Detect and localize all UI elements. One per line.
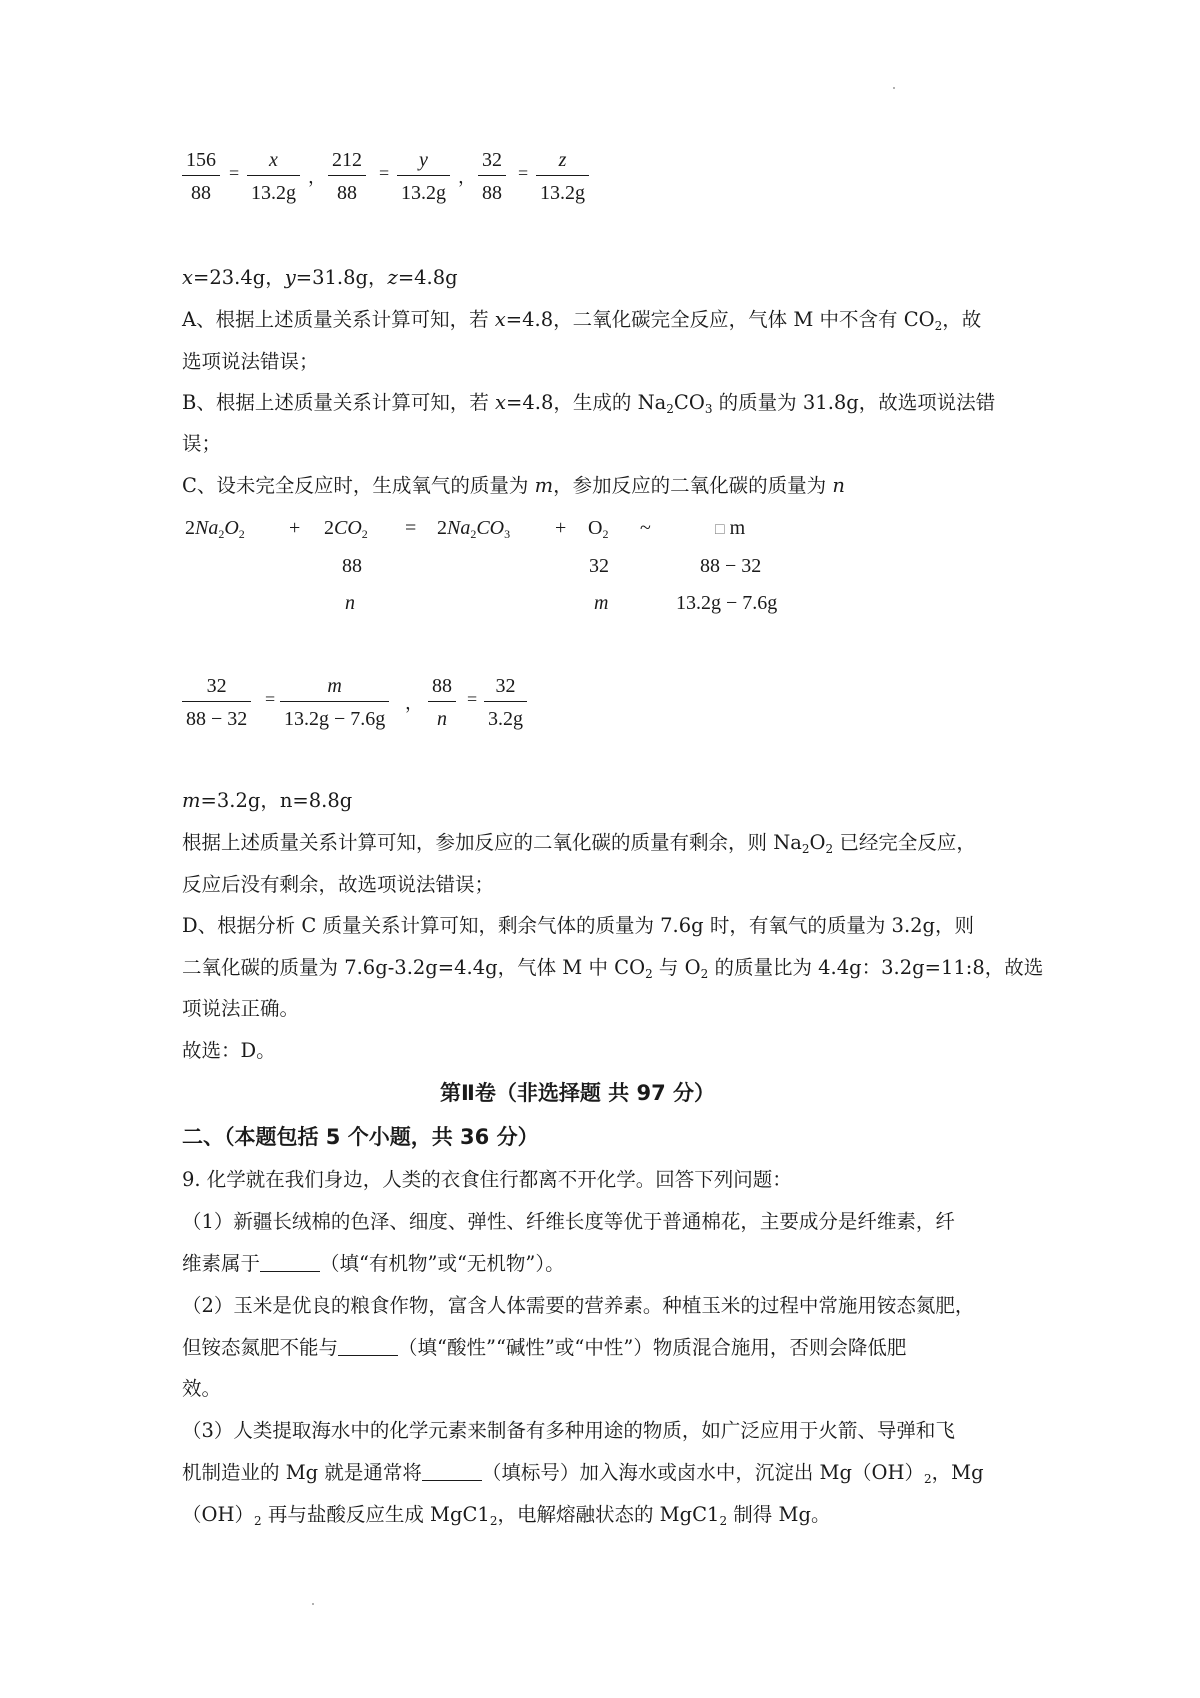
- answer-line: 故选：D。: [182, 1039, 276, 1062]
- question-9-part-1-line-2: 维素属于 （填“有机物”或“无机物”）。: [182, 1252, 565, 1275]
- question-9-part-3-line-3: $(OH)_2$ 再与盐酸反应生成 $MgC1_2$，电解熔融状态的 $MgC1_2$ 制得 Mg。: [182, 1503, 831, 1528]
- answer-blank[interactable]: [338, 1337, 398, 1356]
- answer-blank[interactable]: [260, 1253, 320, 1272]
- part-title: 二、（本题包括 5 个小题，共 36 分）: [182, 1125, 539, 1149]
- fraction: $\frac{32}{88 - 32}$: [182, 674, 251, 731]
- question-9-part-1-line-1: （1）新疆长绒棉的色泽、细度、弹性、纤维长度等优于普通棉花，主要成分是纤维素，纤: [182, 1210, 955, 1233]
- term-o2: $O_2$: [588, 517, 609, 541]
- tilde: ~: [640, 517, 651, 539]
- plus-sign: +: [289, 517, 301, 539]
- co2-mass: 88: [342, 555, 362, 577]
- result-xyz: x=23.4g，y=31.8g，z=4.8g: [182, 266, 458, 289]
- equals-sign: =: [518, 163, 529, 183]
- equals-sign: =: [229, 163, 240, 183]
- question-9-part-2-line-2: 但铵态氮肥不能与 （填“酸性”“碱性”或“中性”）物质混合施用，否则会降低肥: [182, 1336, 907, 1359]
- equals-sign: =: [265, 689, 276, 709]
- term-na2o2: $2Na_2O_2$: [185, 517, 245, 541]
- result-mn: m=3.2g，n=8.8g: [182, 789, 353, 812]
- term-co2: $2CO_2$: [324, 517, 368, 541]
- option-a-line-2: 选项说法错误；: [182, 350, 319, 373]
- o2-unknown: m: [594, 592, 609, 614]
- plus-sign: +: [555, 517, 567, 539]
- question-9-part-3-line-1: （3）人类提取海水中的化学元素来制备有多种用途的物质，如广泛应用于火箭、导弹和飞: [182, 1419, 955, 1442]
- delta-mass: 88 − 32: [700, 555, 762, 577]
- fraction: $\frac{88}{n}$: [428, 674, 456, 731]
- option-b-line-2: 误；: [182, 432, 222, 455]
- fraction: $\frac{212}{88}$: [328, 148, 366, 205]
- paragraph-c-line-1: 根据上述质量关系计算可知，参加反应的二氧化碳的质量有剩余，则 $Na_2O_2$ 已经完全反应，: [182, 831, 976, 856]
- box-glyph-icon: □: [715, 521, 725, 538]
- equals-sign: =: [467, 689, 478, 709]
- equals-sign: =: [405, 517, 417, 539]
- comma: ，: [458, 167, 476, 187]
- equals-sign: =: [379, 163, 390, 183]
- fraction: $\frac{m}{13.2g - 7.6g}$: [280, 674, 389, 731]
- fraction: $\frac{156}{88}$: [182, 148, 220, 205]
- question-9-stem: 9. 化学就在我们身边，人类的衣食住行都离不开化学。回答下列问题：: [182, 1168, 792, 1191]
- paragraph-c-line-2: 反应后没有剩余，故选项说法错误；: [182, 873, 495, 896]
- fraction: $\frac{y}{13.2g}$: [397, 148, 450, 205]
- co2-unknown: n: [345, 592, 355, 614]
- fraction: $\frac{32}{88}$: [478, 148, 506, 205]
- option-a-line-1: A、根据上述质量关系计算可知，若 x=4.8，二氧化碳完全反应，气体 M 中不含有 $CO_2$，故: [182, 308, 982, 333]
- option-d-line-2: 二氧化碳的质量为 7.6g-3.2g=4.4g，气体 M 中 $CO_2$ 与 $O_2$ 的质量比为 4.4g：3.2g=11:8，故选: [182, 956, 1044, 981]
- option-b-line-1: B、根据上述质量关系计算可知，若 x=4.8，生成的 $Na_2CO_3$ 的质量为 31.8g，故选项说法错: [182, 391, 996, 416]
- option-d-line-3: 项说法正确。: [182, 997, 300, 1020]
- option-d-line-1: D、根据分析 C 质量关系计算可知，剩余气体的质量为 7.6g 时，有氧气的质量为 3.2g，则: [182, 914, 975, 937]
- speck-top: [893, 87, 895, 89]
- delta-actual: 13.2g − 7.6g: [676, 592, 778, 614]
- fraction: $\frac{x}{13.2g}$: [247, 148, 300, 205]
- question-9-part-2-line-3: 效。: [182, 1377, 222, 1400]
- comma: ，: [405, 693, 423, 713]
- term-na2co3: $2Na_2CO_3$: [437, 517, 511, 541]
- comma: ，: [308, 167, 326, 187]
- option-c-intro: C、设未完全反应时，生成氧气的质量为 m，参加反应的二氧化碳的质量为 n: [182, 474, 845, 497]
- speck-bottom: [312, 1603, 314, 1605]
- o2-mass: 32: [589, 555, 609, 577]
- fraction: $\frac{32}{3.2g}$: [484, 674, 527, 731]
- delta-m: □ m: [715, 517, 746, 539]
- section-title: 第Ⅱ卷（非选择题 共 97 分）: [440, 1081, 715, 1105]
- answer-blank[interactable]: [422, 1462, 482, 1481]
- question-9-part-3-line-2: 机制造业的 Mg 就是通常将 （填标号）加入海水或卤水中，沉淀出 $Mg(OH)_2$，Mg: [182, 1461, 984, 1486]
- fraction: $\frac{z}{13.2g}$: [536, 148, 589, 205]
- question-9-part-2-line-1: （2）玉米是优良的粮食作物，富含人体需要的营养素。种植玉米的过程中常施用铵态氮肥，: [182, 1294, 975, 1317]
